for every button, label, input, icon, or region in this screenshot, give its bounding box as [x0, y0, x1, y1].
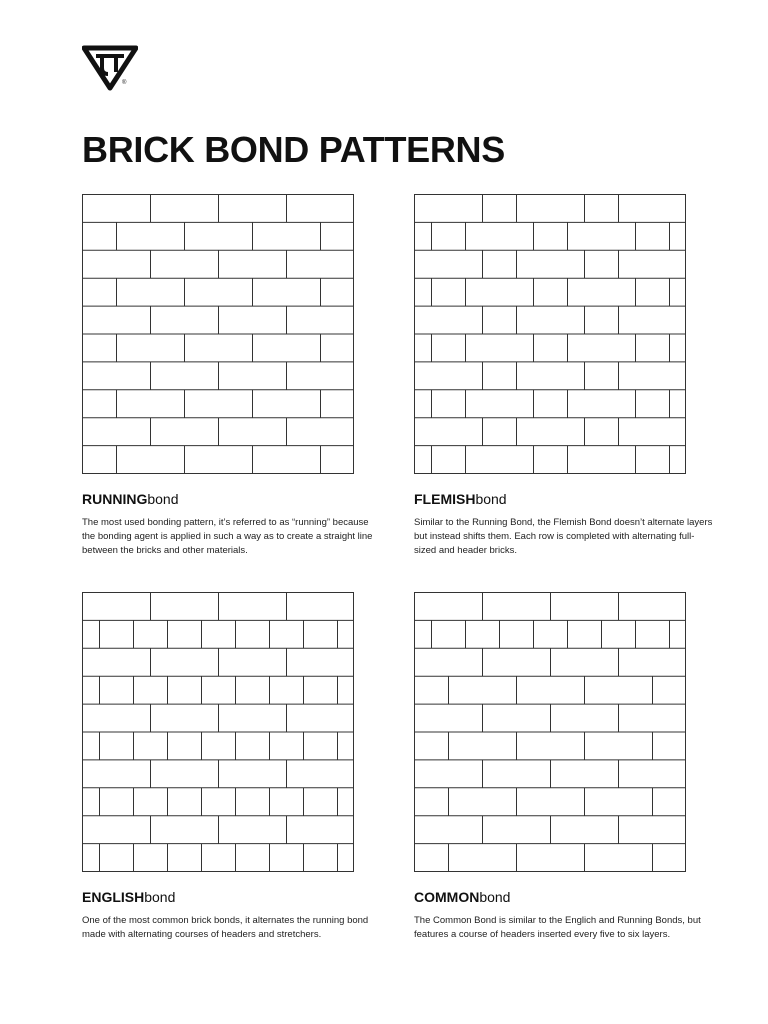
running-bond-title — [82, 490, 354, 508]
flemish-bond-title — [414, 490, 686, 508]
running-bond-description: The most used bonding pattern, it’s referred to as “running” because the bonding agent is applied in such a way as to create a straight line between the bricks and other materials. — [82, 517, 373, 556]
running-bond-name: RUNNING — [82, 491, 148, 507]
common-bond-title — [414, 888, 686, 906]
common-bond-description: The Common Bond is similar to the Englich and Running Bonds, but features a course of headers inserted every five to six layers. — [414, 915, 701, 940]
registered-mark: ® — [122, 80, 127, 86]
flemish-bond-pattern — [414, 194, 686, 474]
english-bond-description: One of the most common brick bonds, it alternates the running bond made with alternating courses of headers and stretchers. — [82, 915, 369, 940]
running-bond-suffix: bond — [147, 491, 179, 507]
flemish-bond-description: Similar to the Running Bond, the Flemish Bond doesn’t alternate layers but instead shifts them. Each row is completed with alternating full-sized and header bricks. — [414, 517, 713, 556]
english-bond-title — [82, 888, 354, 906]
common-bond-suffix: bond — [479, 889, 511, 905]
english-bond-suffix: bond — [144, 889, 176, 905]
common-bond-card — [414, 592, 701, 942]
common-bond-name: COMMON — [414, 889, 480, 905]
english-bond-pattern — [82, 592, 354, 872]
flemish-bond-suffix: bond — [475, 491, 507, 507]
running-bond-card — [82, 194, 373, 558]
flemish-bond-card — [414, 194, 713, 558]
brand-logo-icon — [82, 44, 138, 92]
english-bond-card — [82, 592, 369, 942]
common-bond-pattern — [414, 592, 686, 872]
page-title: BRICK BOND PATTERNS — [82, 129, 505, 170]
flemish-bond-name: FLEMISH — [414, 491, 476, 507]
running-bond-pattern — [82, 194, 354, 474]
english-bond-name: ENGLISH — [82, 889, 145, 905]
